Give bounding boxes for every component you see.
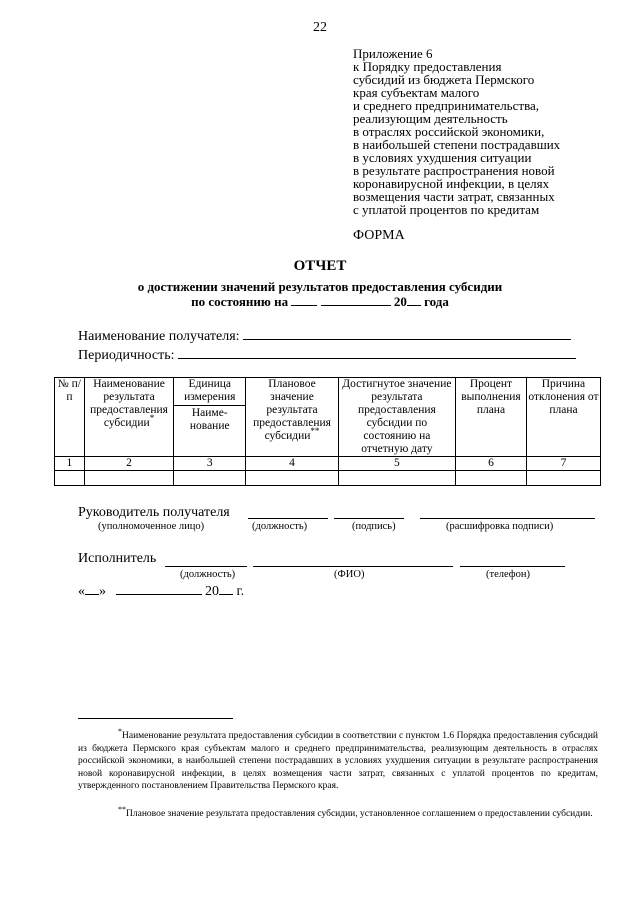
executor-name-line[interactable] xyxy=(253,566,453,567)
periodicity-input-line[interactable] xyxy=(178,345,576,359)
footnote-1 xyxy=(78,726,598,793)
appendix-line: края субъектам малого xyxy=(353,85,480,100)
report-title: ОТЧЕТ xyxy=(293,258,347,274)
report-table xyxy=(54,377,601,486)
recipient-input-line[interactable] xyxy=(243,326,571,340)
footnote-mark: * xyxy=(149,413,155,424)
footnote-2 xyxy=(78,804,598,821)
column-number: 4 xyxy=(246,457,339,471)
footnote-2-mark: ** xyxy=(118,804,126,814)
caption-executor-phone: (телефон) xyxy=(486,569,530,580)
executor-label: Исполнитель xyxy=(78,551,157,566)
table-cell[interactable] xyxy=(246,471,339,486)
date-open-quote: « xyxy=(78,584,85,599)
caption-executor-position: (должность) xyxy=(180,569,236,580)
footnote-2-text: Плановое значение результата предоставления субсидии, установленное соглашением о предоставлении субсидии. xyxy=(126,809,593,819)
appendix-line: возмещения части затрат, связанных xyxy=(353,189,555,204)
unit-subheader: Наиме-нование xyxy=(174,405,245,433)
appendix-block xyxy=(353,47,623,216)
table-cell[interactable] xyxy=(55,471,85,486)
day-blank[interactable] xyxy=(291,294,317,306)
periodicity-field xyxy=(78,345,576,364)
appendix-line: коронавирусной инфекции, в целях xyxy=(353,176,550,191)
table-cell[interactable] xyxy=(84,471,173,486)
recipient-field xyxy=(78,326,571,345)
appendix-line: в наибольшей степени пострадавших xyxy=(353,137,561,152)
report-subtitle xyxy=(0,280,640,309)
head-position-line[interactable] xyxy=(248,518,328,519)
column-number: 7 xyxy=(526,457,600,471)
periodicity-label: Периодичность: xyxy=(78,348,175,363)
year-prefix: 20 xyxy=(393,294,407,309)
column-number: 1 xyxy=(55,457,85,471)
col-header-unit: Единица измерения Наиме-нование xyxy=(174,378,246,457)
head-signature-line[interactable] xyxy=(334,518,404,519)
executor-position-line[interactable] xyxy=(165,566,247,567)
appendix-line: в результате распространения новой xyxy=(353,163,555,178)
col-header-number: № п/п xyxy=(55,378,85,457)
footnote-separator xyxy=(78,718,233,719)
column-number: 6 xyxy=(455,457,526,471)
appendix-line: субсидий из бюджета Пермского xyxy=(353,72,535,87)
year-blank[interactable] xyxy=(407,294,421,306)
col-header-achieved-value: Достигнутое значение результата предоставления субсидии по состоянию на отчетную дату xyxy=(338,378,455,457)
caption-executor-name: (ФИО) xyxy=(334,569,365,580)
footnote-1-mark: * xyxy=(118,726,122,736)
table-row xyxy=(55,471,601,486)
appendix-line: и среднего предпринимательства, xyxy=(353,98,540,113)
date-year-prefix: 20 xyxy=(205,584,219,599)
date-close-quote: » xyxy=(99,584,106,599)
column-number: 3 xyxy=(174,457,246,471)
date-year-suffix: г. xyxy=(236,584,245,599)
column-number: 5 xyxy=(338,457,455,471)
head-signature-label: Руководитель получателя xyxy=(78,505,230,520)
table-cell[interactable] xyxy=(174,471,246,486)
subtitle-line-1: о достижении значений результатов предоставления субсидии xyxy=(137,279,503,294)
month-blank[interactable] xyxy=(321,294,391,306)
subtitle-line-2 xyxy=(0,294,640,309)
caption-signature: (подпись) xyxy=(352,521,396,532)
col-header-planned-value: Плановое значение результата предоставления субсидии** xyxy=(246,378,339,457)
appendix-line: к Порядку предоставления xyxy=(353,59,502,74)
appendix-line: реализующим деятельность xyxy=(353,111,508,126)
col-header-percent: Процент выполнения плана xyxy=(455,378,526,457)
caption-authorized-person: (уполномоченное лицо) xyxy=(98,521,205,532)
col-header-result-name: Наименование результата предоставления субсидии* xyxy=(84,378,173,457)
table-cell[interactable] xyxy=(338,471,455,486)
table-header-row xyxy=(55,378,601,457)
form-label: ФОРМА xyxy=(353,228,405,243)
date-row xyxy=(78,582,244,600)
footnote-1-text: Наименование результата предоставления субсидии в соответствии с пунктом 1.6 Порядка предоставления субсидий из бюджета Пермского края субъектам малого и среднего предпринимательства, реализующим деятельность в отраслях российской экономики, в наибольшей степени пострадавших в условиях ухудшения ситуации в результате распространения новой коронавирусной инфекции, в целях возмещения части затрат, связанных с уплатой процентов по кредитам, утвержденного постановлением Правительства Пермского края. xyxy=(78,731,598,791)
table-cell[interactable] xyxy=(455,471,526,486)
footnote-mark: ** xyxy=(310,426,320,437)
col-header-deviation-reason: Причина отклонения от плана xyxy=(526,378,600,457)
appendix-line: в отраслях российской экономики, xyxy=(353,124,545,139)
recipient-label: Наименование получателя: xyxy=(78,329,240,344)
appendix-line: Приложение 6 xyxy=(353,46,433,61)
head-name-line[interactable] xyxy=(420,518,595,519)
caption-signature-decoding: (расшифровка подписи) xyxy=(446,521,554,532)
column-number: 2 xyxy=(84,457,173,471)
table-number-row xyxy=(55,457,601,471)
caption-position: (должность) xyxy=(252,521,308,532)
date-year-blank[interactable] xyxy=(219,582,233,595)
year-suffix: года xyxy=(424,294,449,309)
page-number: 22 xyxy=(313,20,327,35)
executor-phone-line[interactable] xyxy=(460,566,565,567)
subtitle-prefix: по состоянию на xyxy=(191,294,289,309)
date-month-blank[interactable] xyxy=(116,582,202,595)
appendix-line: с уплатой процентов по кредитам xyxy=(353,202,540,217)
date-day-blank[interactable] xyxy=(85,582,99,595)
table-cell[interactable] xyxy=(526,471,600,486)
appendix-line: в условиях ухудшения ситуации xyxy=(353,150,532,165)
